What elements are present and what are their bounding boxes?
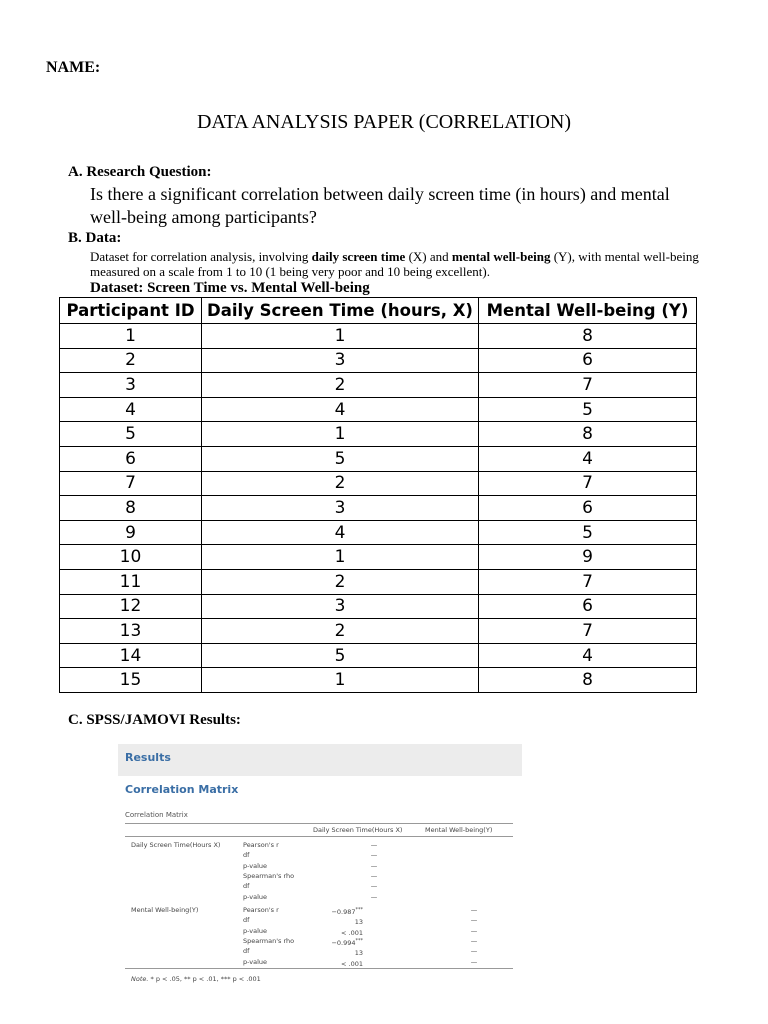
matrix-value: — [470,916,478,925]
cell-participant-id: 6 [60,446,202,471]
data-table [59,297,697,693]
table-row [60,422,697,447]
stat-label: df [243,882,250,891]
matrix-value-number: 13 [354,918,363,927]
matrix-value: — [370,851,378,860]
research-question: Is there a significant correlation between daily screen time (in hours) and mental well-being among participants? [90,184,670,227]
section-a-heading: A. Research Question: [68,164,212,180]
cell-well-being: 6 [479,594,697,619]
table-row [60,324,697,349]
cell-participant-id: 2 [60,348,202,373]
matrix-value: — [370,871,378,880]
cell-participant-id: 15 [60,668,202,693]
cell-participant-id: 10 [60,545,202,570]
results-screenshot [118,744,522,990]
matrix-caption: Correlation Matrix [125,811,188,819]
results-header-bar [118,744,522,776]
matrix-col-header-well-being: Mental Well-being(Y) [425,826,493,834]
stat-label: Spearman's rho [243,936,295,945]
cell-screen-time: 2 [202,619,479,644]
table-header-row [60,298,697,324]
matrix-value: — [470,947,478,956]
cell-well-being: 6 [479,496,697,521]
matrix-bottom-rule [125,968,513,969]
section-b-heading: B. Data: [68,230,122,246]
stat-label: df [243,947,250,956]
cell-well-being: 4 [479,643,697,668]
correlation-matrix-heading: Correlation Matrix [125,783,239,796]
table-row [60,643,697,668]
cell-screen-time: 2 [202,569,479,594]
matrix-value [303,957,363,969]
cell-screen-time: 1 [202,545,479,570]
cell-participant-id: 3 [60,373,202,398]
matrix-value-number: −0.994 [331,938,356,947]
cell-screen-time: 1 [202,668,479,693]
table-row [60,545,697,570]
matrix-value: — [470,906,478,914]
cell-well-being: 7 [479,373,697,398]
cell-well-being: 6 [479,348,697,373]
matrix-value: — [370,882,378,891]
matrix-value-number: < .001 [341,959,363,968]
matrix-value-number: −0.987 [331,908,356,916]
table-row [60,496,697,521]
cell-participant-id: 9 [60,520,202,545]
col-header-participant: Participant ID [60,298,202,324]
cell-well-being: 4 [479,446,697,471]
matrix-value-number: 13 [354,949,363,958]
matrix-col-header-screen-time: Daily Screen Time(Hours X) [313,826,403,834]
data-description: Dataset for correlation analysis, involving daily screen time (X) and mental well-being (Y), with mental well-being measured on a scale from 1 to 10 (1 being very poor and 10 being excellent). [90,249,699,279]
cell-screen-time: 3 [202,496,479,521]
table-row [60,569,697,594]
matrix-value-number: < .001 [341,928,363,937]
cell-screen-time: 5 [202,643,479,668]
cell-participant-id: 13 [60,619,202,644]
table-row [60,619,697,644]
col-header-screen-time: Daily Screen Time (hours, X) [202,298,479,324]
stat-label: p-value [243,926,268,935]
stat-label: Pearson's r [243,906,279,914]
data-table-wrapper [59,297,697,693]
name-label: NAME: [46,59,101,76]
matrix-value: — [470,926,478,935]
cell-well-being: 7 [479,471,697,496]
document-title: DATA ANALYSIS PAPER (CORRELATION) [196,111,572,133]
stat-label: p-value [243,861,268,870]
cell-screen-time: 4 [202,397,479,422]
matrix-row-label-screen-time: Daily Screen Time(Hours X) [131,841,221,849]
col-header-well-being: Mental Well-being (Y) [479,298,697,324]
matrix-row-label-well-being: Mental Well-being(Y) [131,906,199,914]
table-row [60,668,697,693]
stat-label: p-value [243,892,268,901]
matrix-header-rule [125,836,513,837]
cell-participant-id: 1 [60,324,202,349]
cell-screen-time: 1 [202,422,479,447]
table-row [60,594,697,619]
matrix-value: — [470,936,478,945]
table-row [60,471,697,496]
matrix-value: — [370,841,378,849]
dataset-label: Dataset: Screen Time vs. Mental Well-being [90,280,370,296]
cell-well-being: 7 [479,569,697,594]
results-title: Results [125,751,171,764]
stat-label: Pearson's r [243,841,279,849]
cell-screen-time: 4 [202,520,479,545]
cell-participant-id: 7 [60,471,202,496]
cell-well-being: 9 [479,545,697,570]
table-body [60,324,697,693]
cell-participant-id: 11 [60,569,202,594]
cell-well-being: 8 [479,668,697,693]
cell-participant-id: 8 [60,496,202,521]
stat-label: df [243,916,250,925]
stat-label: p-value [243,957,268,966]
cell-participant-id: 14 [60,643,202,668]
cell-well-being: 5 [479,520,697,545]
matrix-top-rule [125,823,513,824]
cell-well-being: 8 [479,324,697,349]
cell-participant-id: 12 [60,594,202,619]
cell-screen-time: 2 [202,373,479,398]
significance-stars: *** [355,907,363,913]
table-row [60,348,697,373]
matrix-value: — [370,861,378,870]
stat-label: df [243,851,250,860]
significance-note: Note. * p < .05, ** p < .01, *** p < .001 [131,975,261,983]
table-row [60,446,697,471]
cell-well-being: 8 [479,422,697,447]
cell-participant-id: 5 [60,422,202,447]
cell-well-being: 7 [479,619,697,644]
section-c-heading: C. SPSS/JAMOVI Results: [68,712,241,728]
stat-label: Spearman's rho [243,871,295,880]
matrix-value: — [370,892,378,901]
cell-well-being: 5 [479,397,697,422]
table-row [60,397,697,422]
matrix-value: — [470,957,478,966]
cell-screen-time: 5 [202,446,479,471]
cell-screen-time: 2 [202,471,479,496]
table-row [60,373,697,398]
cell-screen-time: 3 [202,594,479,619]
significance-stars: *** [355,937,363,944]
cell-screen-time: 1 [202,324,479,349]
table-row [60,520,697,545]
cell-screen-time: 3 [202,348,479,373]
cell-participant-id: 4 [60,397,202,422]
